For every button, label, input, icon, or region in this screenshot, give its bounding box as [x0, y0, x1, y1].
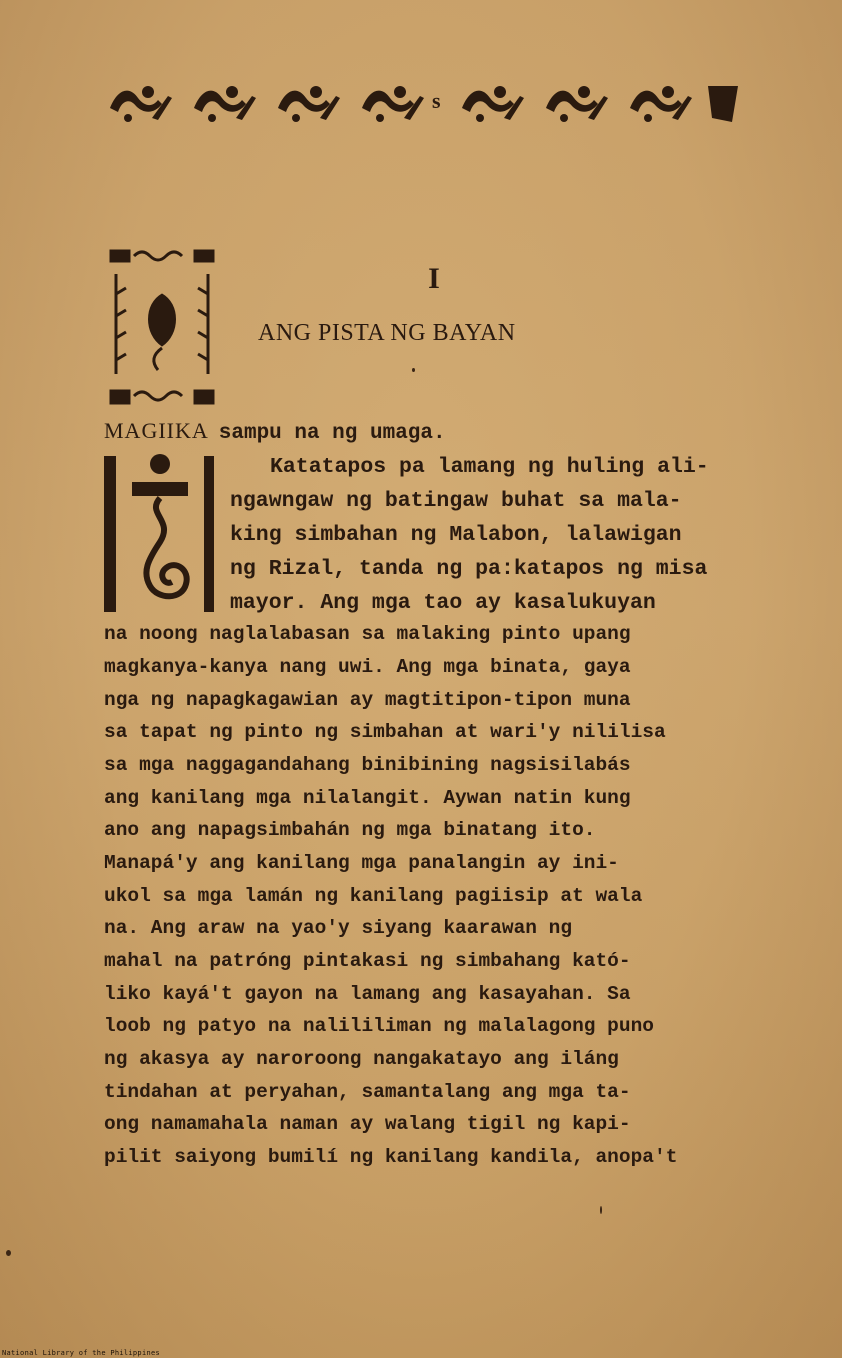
body-line: Katatapos pa lamang ng huling ali- [270, 455, 709, 479]
paper-speck [412, 368, 415, 372]
footer-credit: National Library of the Philippines [2, 1349, 161, 1357]
body-line: ukol sa mga lamán ng kanilang pagiisip at wala [104, 885, 643, 907]
body-line: ng Rizal, tanda ng pa:katapos ng misa [230, 557, 708, 581]
body-line: ngawngaw ng batingaw buhat sa mala- [230, 489, 682, 513]
chapter-number: I [428, 262, 440, 295]
body-line: magkanya-kanya nang uwi. Ang mga binata, gaya [104, 656, 631, 678]
chapter-title: ANG PISTA NG BAYAN [258, 320, 516, 346]
paper-speck [6, 1250, 11, 1256]
body-line: liko kayá't gayon na lamang ang kasayahan. Sa [104, 983, 631, 1005]
opening-rest: sampu na ng umaga. [218, 422, 446, 445]
body-line: ng akasya ay naroroong nangakatayo ang iláng [104, 1048, 619, 1070]
body-line: ang kanilang mga nilalangit. Aywan natin kung [104, 787, 631, 809]
body-line: sa tapat ng pinto ng simbahan at wari'y nililisa [104, 721, 666, 743]
body-line: mayor. Ang mga tao ay kasalukuyan [230, 591, 656, 615]
body-line: nga ng napagkagawian ay magtitipon-tipon muna [104, 689, 631, 711]
body-line: pilit saiyong bumilí ng kanilang kandila, anopa't [104, 1146, 678, 1168]
opening-caps: MAGIIKA [104, 418, 209, 443]
body-line: Manapá'y ang kanilang mga panalangin ay ini- [104, 852, 619, 874]
body-line: mahal na patróng pintakasi ng simbahang kató- [104, 950, 631, 972]
body-line: na noong naglalabasan sa malaking pinto upang [104, 623, 631, 645]
body-line: sa mga naggagandahang binibining nagsisilabás [104, 754, 631, 776]
paper-speck [600, 1206, 602, 1214]
body-line: ong namamahala naman ay walang tigil ng kapi- [104, 1113, 631, 1135]
body-line: na. Ang araw na yao'y siyang kaarawan ng [104, 917, 573, 939]
body-line: ano ang napagsimbahán ng mga binatang ito. [104, 819, 596, 841]
ornament-letter: s [432, 88, 441, 113]
body-line: tindahan at peryahan, samantalang ang mga ta- [104, 1081, 631, 1103]
body-line: king simbahan ng Malabon, lalawigan [230, 523, 682, 547]
body-line: loob ng patyo na nalililiman ng malalagong puno [104, 1015, 654, 1037]
